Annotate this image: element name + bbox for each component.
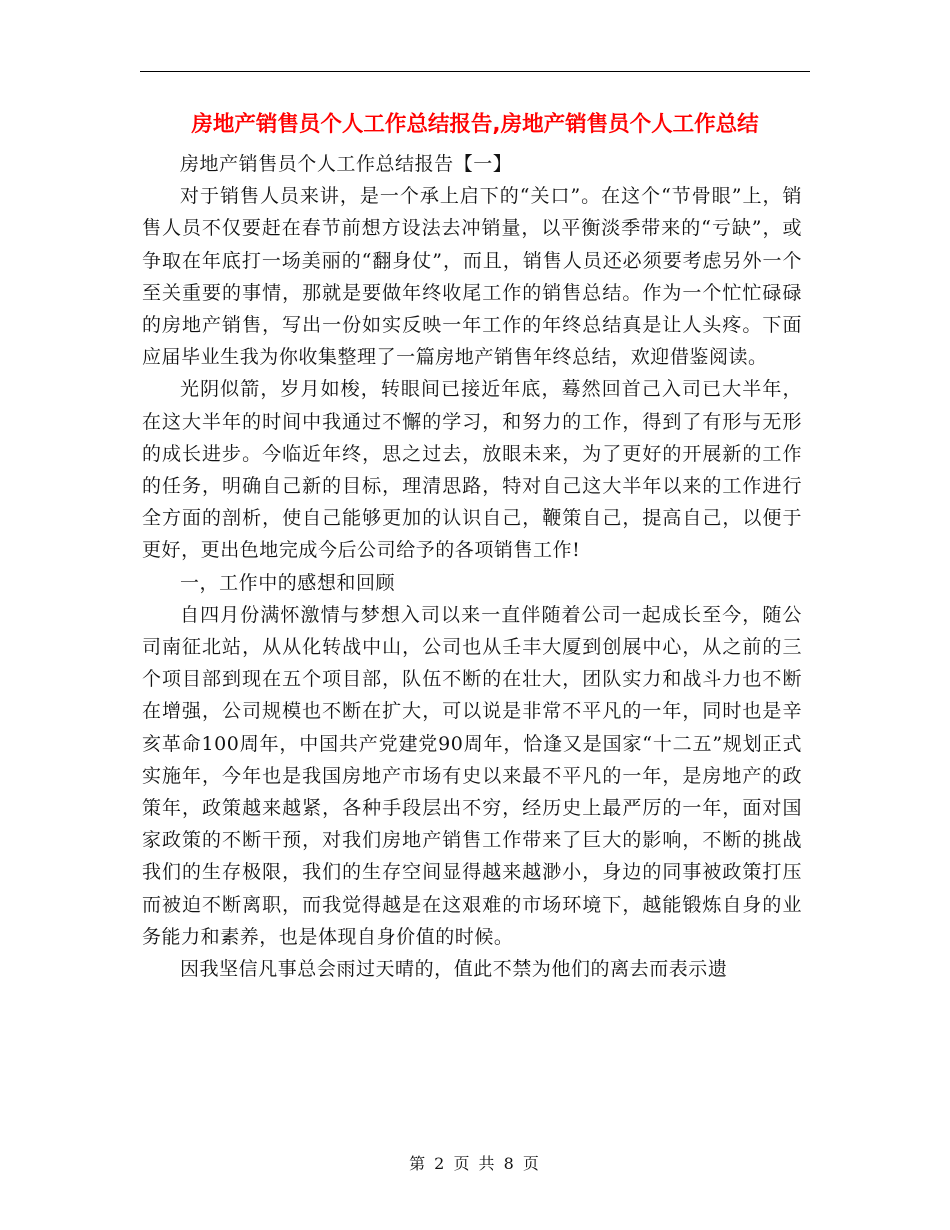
section-heading: 一，工作中的感想和回顾 [180,571,396,594]
paragraph: 自四月份满怀激情与梦想入司以来一直伴随着公司一起成长至今，随公司南征北站，从从化转战中山，公司也从壬丰大厦到创展中心，从之前的三个项目部到现在五个项目部，队伍不断的在壮大，团队实力和战斗力也不断在增强，公司规模也不断在扩大，可以说是非常不平凡的一年，同时也是辛亥革命100周年，中国共产党建党90周年，恰逢又是国家“十二五”规划正式实施年，今年也是我国房地产市场有史以来最不平凡的一年，是房地产的政策年，政策越来越紧，各种手段层出不穷，经历史上最严厉的一年，面对国家政策的不断干预，对我们房地产销售工作带来了巨大的影响，不断的挑战我们的生存极限，我们的生存空间显得越来越渺小，身边的同事被政策打压而被迫不断离职，而我觉得越是在这艰难的市场环境下，越能锻炼自身的业务能力和素养，也是体现自身价值的时候。 [142,603,802,948]
subtitle: 房地产销售员个人工作总结报告【一】 [180,153,513,175]
page-footer: 第 2 页 共 8 页 [409,1154,541,1173]
paragraph: 因我坚信凡事总会雨过天晴的，值此不禁为他们的离去而表示遗 [180,958,728,981]
paragraph: 对于销售人员来讲，是一个承上启下的“关口”。在这个“节骨眼”上，销售人员不仅要赶在春节前想方设法去冲销量，以平衡淡季带来的“亏缺”，或争取在年底打一场美丽的“翻身仗”，而且，销售人员还必须要考虑另外一个至关重要的事情，那就是要做年终收尾工作的销售总结。作为一个忙忙碌碌的房地产销售，写出一份如实反映一年工作的年终总结真是让人头疼。下面应届毕业生我为你收集整理了一篇房地产销售年终总结，欢迎借鉴阅读。 [142,185,802,369]
document-title: 房地产销售员个人工作总结报告,房地产销售员个人工作总结 [191,112,759,137]
paragraph: 光阴似箭，岁月如梭，转眼间已接近年底，蓦然回首己入司已大半年，在这大半年的时间中我通过不懈的学习，和努力的工作，得到了有形与无形的成长进步。今临近年终，思之过去，放眼未来，为了更好的开展新的工作的任务，明确自己新的目标，理清思路，特对自己这大半年以来的工作进行全方面的剖析，使自己能够更加的认识自己，鞭策自己，提高自己，以便于更好，更出色地完成今后公司给予的各项销售工作! [142,378,802,562]
document-body [142,148,802,985]
header-rule [140,71,810,72]
